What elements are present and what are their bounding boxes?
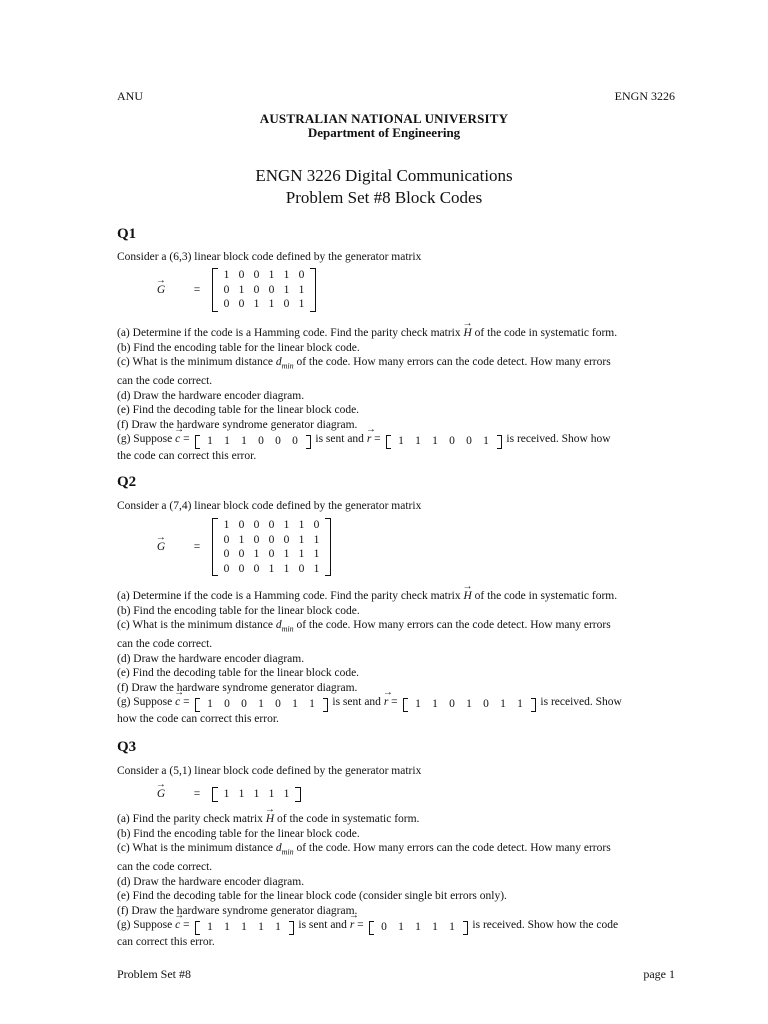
matrix-entry: 1 bbox=[283, 788, 290, 800]
vector-entry: 1 bbox=[207, 698, 213, 711]
q1-g-eq1: = bbox=[183, 433, 190, 446]
vector-entry: 1 bbox=[449, 921, 455, 934]
vector-entry: 1 bbox=[241, 921, 247, 934]
q2-part-e: (e) Find the decoding table for the linear block code. bbox=[117, 667, 360, 680]
vector-entry: 1 bbox=[241, 435, 247, 448]
q3-g-mid: is sent and bbox=[295, 919, 350, 932]
vector-entry: 1 bbox=[292, 698, 298, 711]
vector-entry: 0 bbox=[258, 435, 264, 448]
q2-g-r: → r bbox=[384, 695, 388, 710]
q2-g-c: → c bbox=[175, 695, 180, 710]
matrix-entry: 0 bbox=[253, 533, 260, 546]
q1-c-var: d bbox=[275, 356, 282, 369]
matrix-entry: 1 bbox=[238, 788, 245, 800]
footer-left: Problem Set #8 bbox=[117, 967, 191, 981]
q1-g-c: → c bbox=[175, 432, 180, 447]
matrix-entry: 1 bbox=[253, 788, 260, 800]
q2-c-var: d bbox=[275, 619, 282, 632]
q1-part-f: (f) Draw the hardware syndrome generator diagram. bbox=[117, 418, 358, 431]
matrix-entry: 0 bbox=[238, 298, 245, 311]
q2-g-eq2: = bbox=[391, 696, 398, 709]
vector-entry: 1 bbox=[466, 698, 472, 711]
q3-part-e: (e) Find the decoding table for the linear block code (consider single bit errors only). bbox=[117, 890, 507, 903]
q2-g-post: is received. Show bbox=[537, 696, 622, 709]
matrix-entry: 1 bbox=[283, 519, 290, 531]
q2-part-f: (f) Draw the hardware syndrome generator diagram. bbox=[117, 681, 358, 694]
q1-heading: Q1 bbox=[117, 226, 137, 242]
matrix-entry: 0 bbox=[238, 269, 245, 281]
header-right: ENGN 3226 bbox=[614, 89, 675, 103]
vector-entry: 1 bbox=[258, 921, 264, 934]
q3-g-post: is received. Show how the code bbox=[469, 919, 619, 932]
vector-entry: 0 bbox=[275, 698, 281, 711]
q2-c-vector bbox=[195, 698, 328, 712]
q1-part-g-cont: the code can correct this error. bbox=[117, 449, 257, 462]
q2-part-c bbox=[117, 618, 679, 637]
vector-entry: 1 bbox=[398, 921, 404, 934]
vector-entry: 0 bbox=[241, 698, 247, 711]
matrix-entry: 1 bbox=[223, 269, 230, 281]
department-name: Department of Engineering bbox=[307, 125, 461, 140]
vector-entry: 1 bbox=[500, 698, 506, 711]
q2-generator-matrix bbox=[140, 518, 331, 576]
q2-a-var: → H bbox=[463, 589, 471, 604]
q3-part-g bbox=[117, 918, 679, 934]
q1-g-pre: (g) Suppose bbox=[117, 433, 176, 446]
q2-g-pre: (g) Suppose bbox=[117, 696, 176, 709]
vector-entry: 1 bbox=[275, 921, 281, 934]
vector-entry: 0 bbox=[449, 698, 455, 711]
matrix-entry: 1 bbox=[253, 298, 260, 311]
vector-entry: 1 bbox=[309, 698, 315, 711]
q3-part-c-cont: can the code correct. bbox=[117, 861, 213, 874]
vector-entry: 1 bbox=[415, 698, 421, 711]
matrix-entry: 0 bbox=[268, 519, 275, 531]
matrix-entry: 0 bbox=[298, 269, 305, 281]
matrix-entry: 1 bbox=[283, 269, 290, 281]
vector-entry: 0 bbox=[224, 698, 230, 711]
matrix-entry: 1 bbox=[268, 562, 275, 575]
vector-entry: 1 bbox=[398, 435, 404, 448]
matrix-entry: 1 bbox=[313, 533, 320, 546]
q3-part-b: (b) Find the encoding table for the linear block code. bbox=[117, 827, 360, 840]
q1-g-r: → r bbox=[367, 432, 371, 447]
q3-equals: = bbox=[193, 788, 201, 801]
q2-matrix-symbol: → G bbox=[157, 541, 165, 553]
q2-heading: Q2 bbox=[117, 474, 137, 490]
matrix-entry: 1 bbox=[238, 283, 245, 296]
q2-part-c-cont: can the code correct. bbox=[117, 638, 213, 651]
vector-entry: 0 bbox=[483, 698, 489, 711]
footer-right: page 1 bbox=[643, 967, 675, 981]
q1-intro bbox=[117, 250, 679, 265]
q1-equals: = bbox=[193, 283, 201, 296]
matrix-entry: 1 bbox=[223, 519, 230, 531]
matrix-entry: 0 bbox=[223, 533, 230, 546]
q1-generator-matrix bbox=[140, 268, 316, 312]
header-left: ANU bbox=[117, 89, 143, 103]
q3-intro-text: Consider a (5,1) linear block code defined by the generator matrix bbox=[117, 765, 422, 777]
q3-generator-matrix bbox=[140, 787, 301, 802]
matrix-entry: 1 bbox=[283, 283, 290, 296]
q3-c-pre: (c) What is the minimum distance bbox=[117, 842, 276, 855]
q1-part-c-cont: can the code correct. bbox=[117, 375, 213, 388]
q1-r-vector bbox=[386, 435, 502, 449]
vector-entry: 1 bbox=[224, 435, 230, 448]
q2-c-post: of the code. How many errors can the code detect. How many errors bbox=[293, 619, 611, 632]
q3-c-var: d bbox=[275, 842, 282, 855]
vector-entry: 1 bbox=[432, 698, 438, 711]
vector-entry: 0 bbox=[466, 435, 472, 448]
matrix-entry: 0 bbox=[238, 519, 245, 531]
q1-part-g bbox=[117, 432, 679, 448]
vector-entry: 0 bbox=[275, 435, 281, 448]
matrix-entry: 0 bbox=[238, 548, 245, 561]
q2-questions bbox=[117, 589, 679, 726]
matrix-entry: 1 bbox=[298, 533, 305, 546]
matrix-entry: 0 bbox=[268, 283, 275, 296]
q3-matrix-symbol: → G bbox=[157, 788, 165, 800]
q3-intro bbox=[117, 764, 679, 779]
matrix-entry: 0 bbox=[268, 533, 275, 546]
matrix-entry: 1 bbox=[298, 548, 305, 561]
matrix-entry: 1 bbox=[298, 283, 305, 296]
q3-matrix-body bbox=[212, 787, 301, 802]
q2-g-eq1: = bbox=[183, 696, 190, 709]
q3-g-r: → r bbox=[350, 918, 354, 933]
q2-part-a bbox=[117, 589, 679, 604]
q3-a-pre: (a) Find the parity check matrix bbox=[117, 813, 266, 825]
q2-part-g-cont: how the code can correct this error. bbox=[117, 712, 279, 725]
vector-entry: 0 bbox=[449, 435, 455, 448]
matrix-entry: 1 bbox=[283, 548, 290, 561]
q1-part-b: (b) Find the encoding table for the linear block code. bbox=[117, 341, 360, 354]
q1-a-pre: (a) Determine if the code is a Hamming code. Find the parity check matrix bbox=[117, 327, 464, 339]
q3-g-eq2: = bbox=[357, 919, 364, 932]
vector-entry: 1 bbox=[258, 698, 264, 711]
q3-part-d: (d) Draw the hardware encoder diagram. bbox=[117, 875, 305, 888]
q2-r-vector bbox=[403, 698, 536, 712]
matrix-entry: 0 bbox=[253, 562, 260, 575]
q2-equals: = bbox=[193, 541, 201, 554]
q2-intro bbox=[117, 499, 679, 514]
matrix-entry: 1 bbox=[223, 788, 230, 800]
course-title: ENGN 3226 Digital Communications bbox=[255, 166, 513, 185]
q3-part-c bbox=[117, 841, 679, 860]
q1-questions bbox=[117, 326, 679, 463]
matrix-entry: 0 bbox=[223, 562, 230, 575]
q3-g-pre: (g) Suppose bbox=[117, 919, 176, 932]
q1-c-sub: min bbox=[281, 361, 294, 371]
matrix-entry: 0 bbox=[253, 519, 260, 531]
q2-a-post: of the code in systematic form. bbox=[471, 590, 618, 602]
matrix-entry: 1 bbox=[268, 269, 275, 281]
q3-part-a bbox=[117, 812, 679, 827]
q1-part-c bbox=[117, 355, 679, 374]
q3-part-g-cont: can correct this error. bbox=[117, 935, 215, 948]
q2-matrix-label bbox=[140, 541, 182, 553]
matrix-entry: 1 bbox=[268, 298, 275, 311]
matrix-entry: 0 bbox=[313, 519, 320, 531]
matrix-entry: 0 bbox=[223, 298, 230, 311]
vector-entry: 1 bbox=[207, 435, 213, 448]
q1-g-post: is received. Show how bbox=[503, 433, 611, 446]
q2-g-mid: is sent and bbox=[329, 696, 384, 709]
q2-c-pre: (c) What is the minimum distance bbox=[117, 619, 276, 632]
q2-matrix-body bbox=[212, 518, 331, 576]
vector-entry: 0 bbox=[381, 921, 387, 934]
matrix-entry: 0 bbox=[238, 562, 245, 575]
matrix-entry: 1 bbox=[238, 533, 245, 546]
q1-matrix-symbol: → G bbox=[157, 284, 165, 296]
vector-entry: 1 bbox=[415, 921, 421, 934]
q3-g-c: → c bbox=[175, 918, 180, 933]
q1-part-d: (d) Draw the hardware encoder diagram. bbox=[117, 389, 305, 402]
matrix-entry: 0 bbox=[253, 269, 260, 281]
matrix-entry: 0 bbox=[283, 298, 290, 311]
q3-r-vector bbox=[369, 921, 468, 935]
matrix-entry: 0 bbox=[223, 548, 230, 561]
vector-entry: 0 bbox=[292, 435, 298, 448]
university-name: AUSTRALIAN NATIONAL UNIVERSITY bbox=[259, 111, 509, 126]
q1-part-a bbox=[117, 326, 679, 341]
matrix-entry: 0 bbox=[283, 533, 290, 546]
matrix-entry: 0 bbox=[223, 283, 230, 296]
q1-matrix-body bbox=[212, 268, 316, 312]
vector-entry: 1 bbox=[415, 435, 421, 448]
q1-a-var: → H bbox=[463, 326, 471, 341]
vector-entry: 1 bbox=[432, 921, 438, 934]
q3-matrix-label bbox=[140, 788, 182, 800]
q1-c-post: of the code. How many errors can the code detect. How many errors bbox=[293, 356, 611, 369]
q3-part-f: (f) Draw the hardware syndrome generator diagram. bbox=[117, 904, 358, 917]
q3-a-var: → H bbox=[266, 812, 274, 827]
vector-entry: 1 bbox=[432, 435, 438, 448]
q1-g-mid: is sent and bbox=[312, 433, 367, 446]
q1-g-eq2: = bbox=[374, 433, 381, 446]
q2-c-sub: min bbox=[281, 624, 294, 634]
q1-intro-text: Consider a (6,3) linear block code defined by the generator matrix bbox=[117, 251, 422, 263]
matrix-entry: 1 bbox=[283, 562, 290, 575]
q1-a-post: of the code in systematic form. bbox=[471, 327, 618, 339]
q2-a-pre: (a) Determine if the code is a Hamming code. Find the parity check matrix bbox=[117, 590, 464, 602]
q2-part-g bbox=[117, 695, 679, 711]
matrix-entry: 0 bbox=[298, 562, 305, 575]
q3-c-vector bbox=[195, 921, 294, 935]
q2-part-d: (d) Draw the hardware encoder diagram. bbox=[117, 652, 305, 665]
q3-c-post: of the code. How many errors can the code detect. How many errors bbox=[293, 842, 611, 855]
matrix-entry: 1 bbox=[253, 548, 260, 561]
matrix-entry: 1 bbox=[313, 548, 320, 561]
q1-matrix-label bbox=[140, 284, 182, 296]
q3-a-post: of the code in systematic form. bbox=[274, 813, 420, 825]
matrix-entry: 1 bbox=[298, 519, 305, 531]
matrix-entry: 0 bbox=[253, 283, 260, 296]
q3-g-eq1: = bbox=[183, 919, 190, 932]
q2-part-b: (b) Find the encoding table for the linear block code. bbox=[117, 604, 360, 617]
q2-intro-text: Consider a (7,4) linear block code defined by the generator matrix bbox=[117, 500, 422, 512]
vector-entry: 1 bbox=[517, 698, 523, 711]
q1-c-pre: (c) What is the minimum distance bbox=[117, 356, 276, 369]
problem-set-title: Problem Set #8 Block Codes bbox=[285, 188, 483, 207]
matrix-entry: 1 bbox=[313, 562, 320, 575]
q1-part-e: (e) Find the decoding table for the linear block code. bbox=[117, 404, 360, 417]
q3-heading: Q3 bbox=[117, 739, 137, 755]
matrix-entry: 1 bbox=[298, 298, 305, 311]
q3-questions bbox=[117, 812, 679, 949]
vector-entry: 1 bbox=[207, 921, 213, 934]
vector-entry: 1 bbox=[483, 435, 489, 448]
matrix-entry: 1 bbox=[268, 788, 275, 800]
vector-entry: 1 bbox=[224, 921, 230, 934]
q1-c-vector bbox=[195, 435, 311, 449]
matrix-entry: 0 bbox=[268, 548, 275, 561]
q3-c-sub: min bbox=[281, 847, 294, 857]
